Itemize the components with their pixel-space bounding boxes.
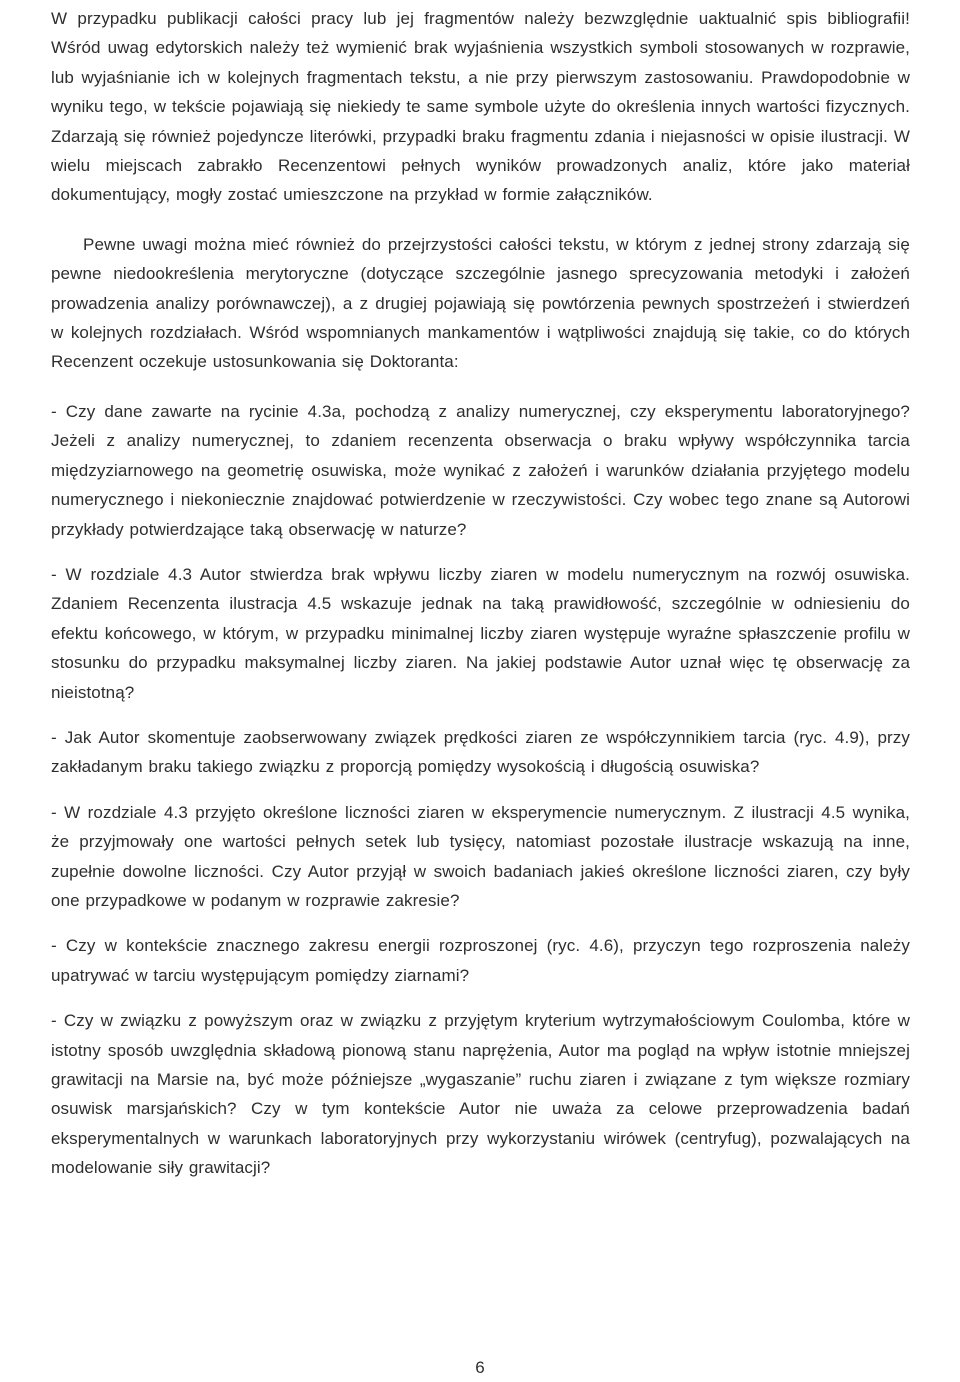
- question-item: - W rozdziale 4.3 przyjęto określone liczności ziaren w eksperymencie numerycznym. Z ilustracji 4.5 wynika, że przyjmowały one wartości pełnych setek lub tysięcy, natomiast pozostałe ilustracje wskazują na inne, zupełnie dowolne liczności. Czy Autor przyjął w swoich badaniach jakieś określone liczności ziaren, czy były one przypadkowe w podanym w rozprawie zakresie?: [51, 802, 910, 910]
- paragraph-clarity-remarks: Pewne uwagi można mieć również do przejrzystości całości tekstu, w którym z jednej strony zdarzają się pewne niedookreślenia merytoryczne (dotyczące szczególnie jasnego sprecyzowania metodyki i założeń prowadzenia analizy porównawczej), a z drugiej pojawiają się powtórzenia pewnych spostrzeżeń i stwierdzeń w kolejnych rozdziałach. Wśród wspomnianych mankamentów i wątpliwości znajdują się takie, co do których Recenzent oczekuje ustosunkowania się Doktoranta:: [51, 234, 910, 372]
- question-item: - Czy w związku z powyższym oraz w związku z przyjętym kryterium wytrzymałościowym Coulomba, które w istotny sposób uwzględnia składową pionową stanu naprężenia, Autor ma pogląd na wpływ istotnie mniejszej grawitacji na Marsie na, być może późniejsze „wygaszanie” ruchu ziaren i związane z tym większe rozmiary osuwisk marsjańskich? Czy w tym kontekście Autor nie uważa za celowe przeprowadzenia badań eksperymentalnych w warunkach laboratoryjnych przy wykorzystaniu wirówek (centryfug), pozwalających na modelowanie siły grawitacji?: [51, 1011, 910, 1178]
- paragraph-editorial-remarks: W przypadku publikacji całości pracy lub jej fragmentów należy bezwzględnie uaktualnić spis bibliografii! Wśród uwag edytorskich należy też wymienić brak wyjaśnienia wszystkich symboli stosowanych w rozprawie, lub wyjaśnianie ich w kolejnych fragmentach tekstu, a nie przy pierwszym zastosowaniu. Prawdopodobnie w wyniku tego, w tekście pojawiają się niekiedy te same symbole użyte do określenia innych wartości fizycznych. Zdarzają się również pojedyncze literówki, przypadki braku fragmentu zdania i niejasności w opisie ilustracji. W wielu miejscach zabrakło Recenzentowi pełnych wyników prowadzonych analiz, które jako materiał dokumentujący, mogły zostać umieszczone na przykład w formie załączników.: [51, 9, 910, 205]
- page-number: 6: [475, 1358, 485, 1377]
- question-item: - Czy dane zawarte na rycinie 4.3a, pochodzą z analizy numerycznej, czy eksperymentu laboratoryjnego? Jeżeli z analizy numerycznej, to zdaniem recenzenta obserwacja o braku wpływy współczynnika tarcia międzyziarnowego na geometrię osuwiska, może wynikać z założeń i warunków działania przyjętego modelu numerycznego i niekoniecznie znajdować potwierdzenie w rzeczywistości. Czy wobec tego znane są Autorowi przykłady potwierdzające taką obserwację w naturze?: [51, 401, 910, 539]
- question-item: - W rozdziale 4.3 Autor stwierdza brak wpływu liczby ziaren w modelu numerycznym na rozwój osuwiska. Zdaniem Recenzenta ilustracja 4.5 wskazuje jednak na taką prawidłowość, szczególnie w odniesieniu do efektu końcowego, w którym, w przypadku minimalnej liczby ziaren występuje wyraźne spłaszczenie profilu w stosunku do przypadku maksymalnej liczby ziaren. Na jakiej podstawie Autor uznał więc tę obserwację za nieistotną?: [51, 564, 910, 702]
- question-item: - Czy w kontekście znacznego zakresu energii rozproszonej (ryc. 4.6), przyczyn tego rozproszenia należy upatrywać w tarciu występującym pomiędzy ziarnami?: [51, 936, 910, 985]
- document-page: [51, 4, 910, 1183]
- question-item: - Jak Autor skomentuje zaobserwowany związek prędkości ziaren ze współczynnikiem tarcia (ryc. 4.9), przy zakładanym braku takiego związku z proporcją pomiędzy wysokością i długością osuwiska?: [51, 727, 910, 777]
